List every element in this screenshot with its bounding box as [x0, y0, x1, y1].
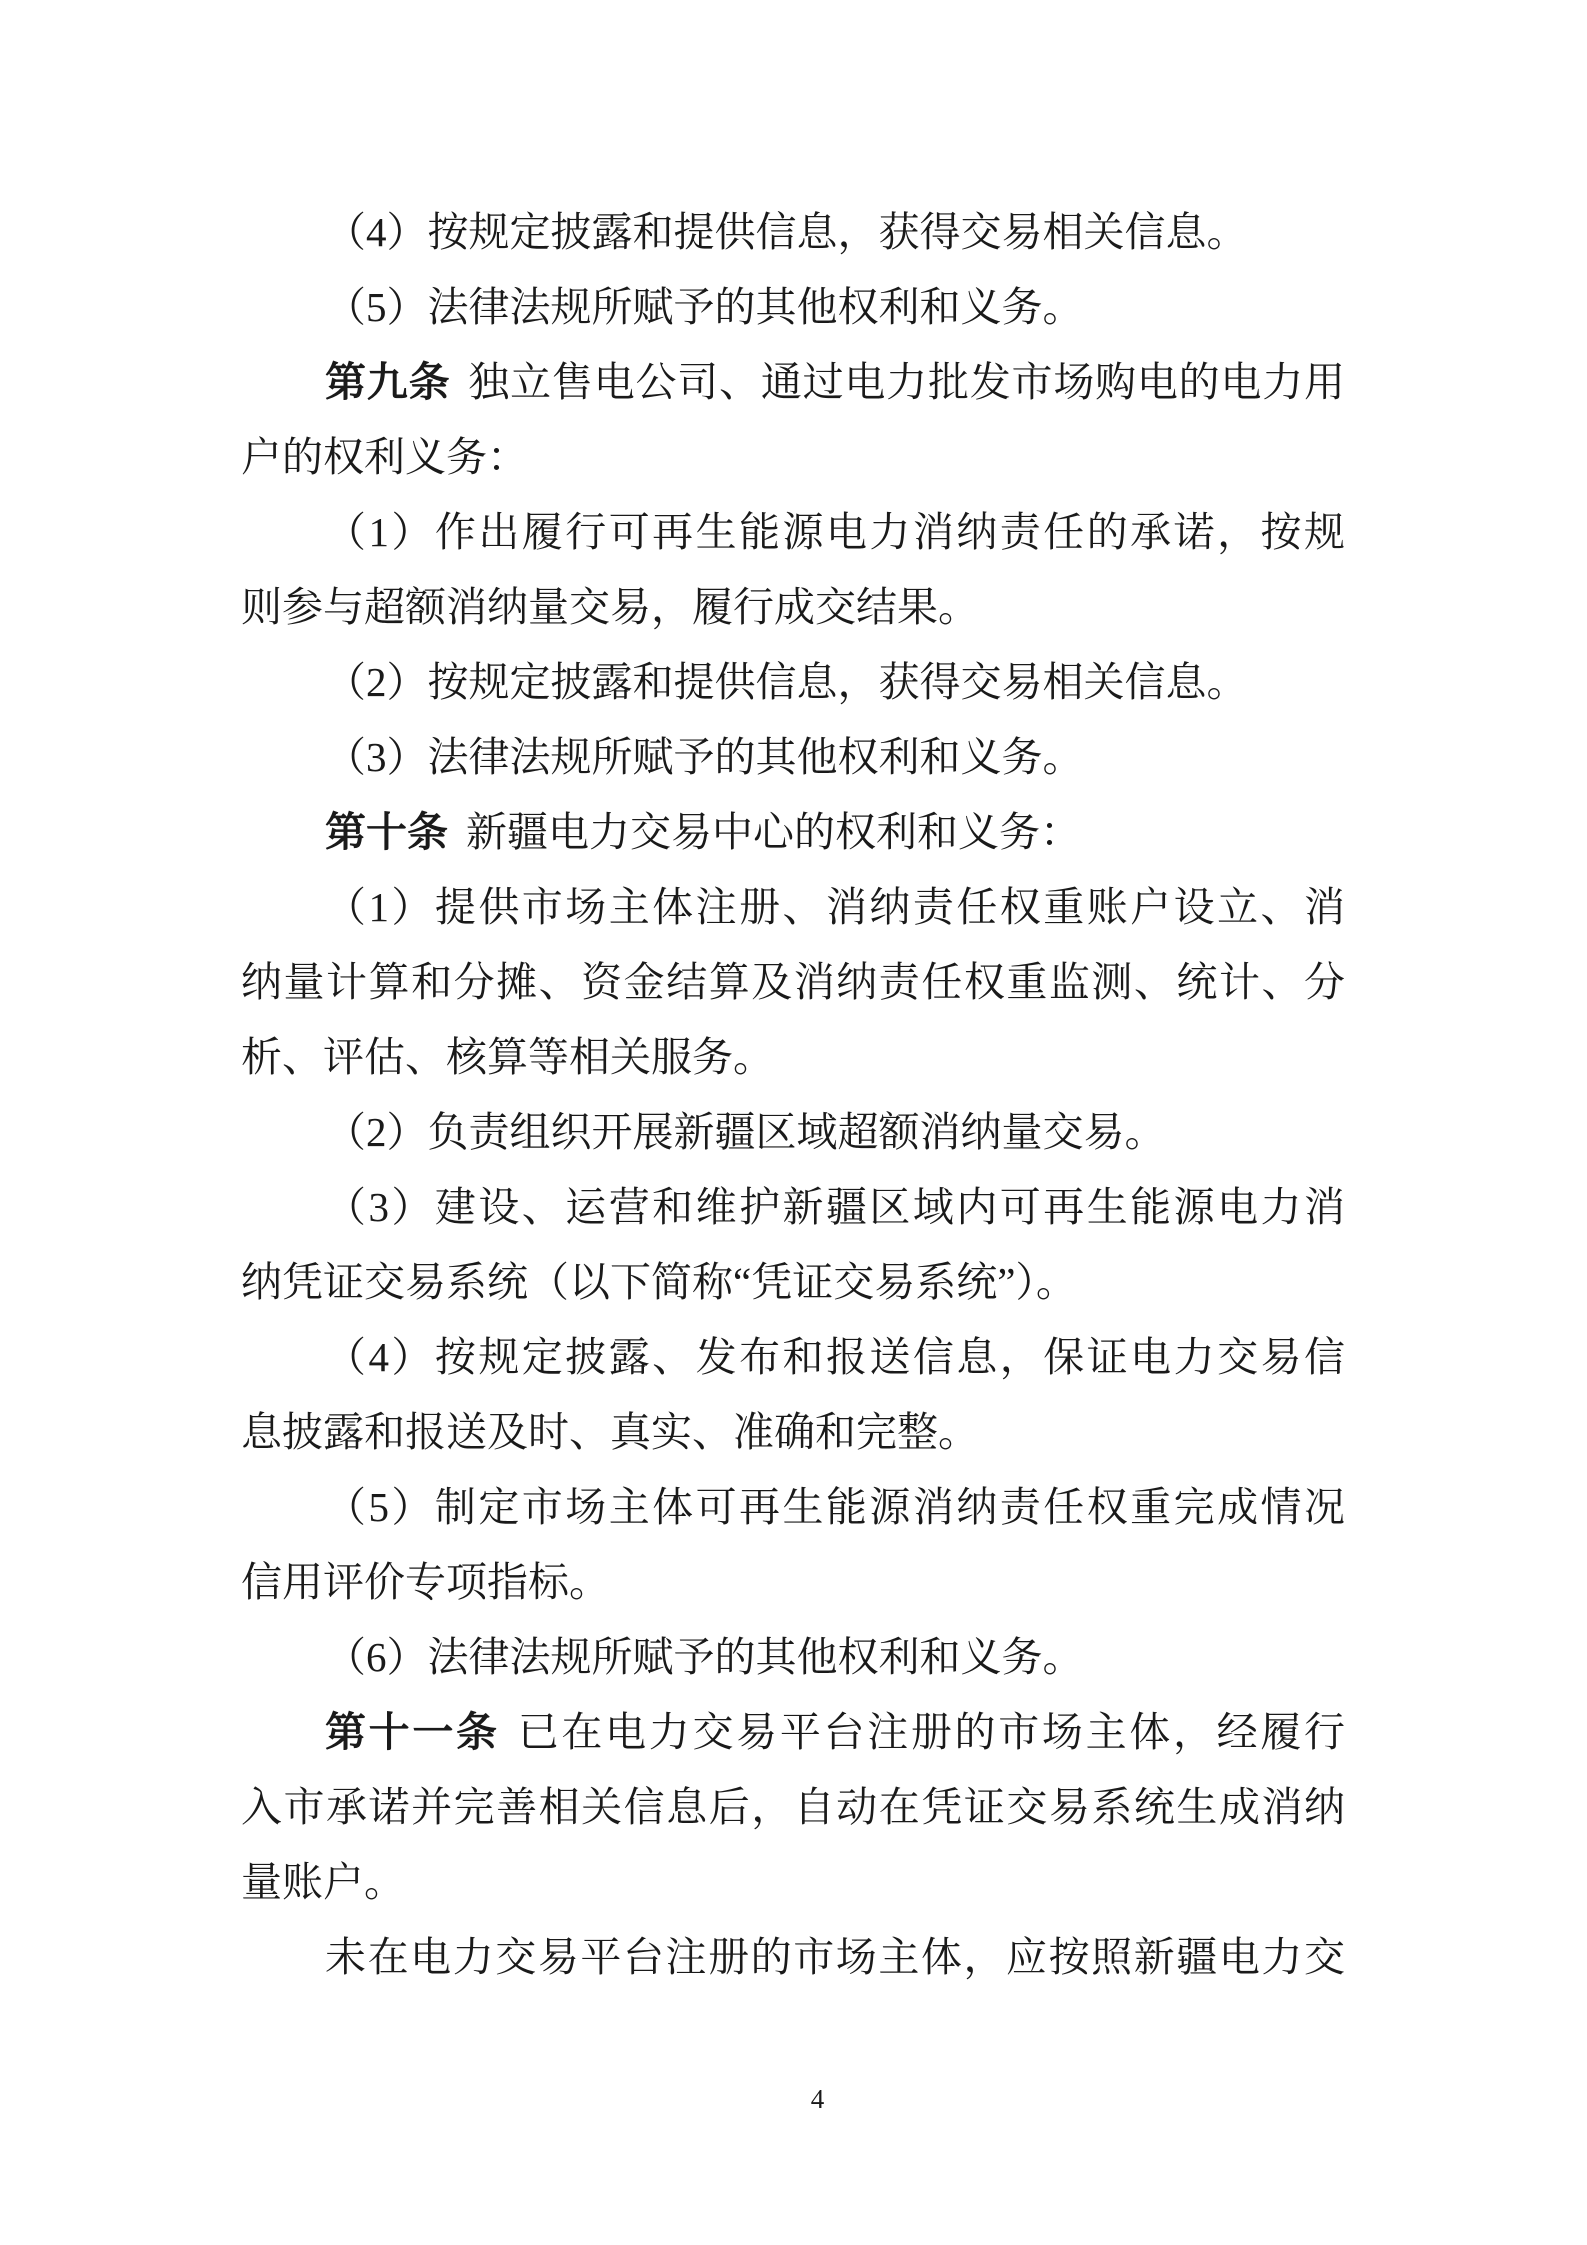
paragraph	[241, 270, 1345, 345]
text-line	[241, 1170, 1345, 1245]
line-text: （2）负责组织开展新疆区域超额消纳量交易。	[325, 1109, 1166, 1155]
text-line: 量账户。	[241, 1859, 405, 1905]
line-text: （6）法律法规所赋予的其他权利和义务。	[325, 1634, 1084, 1680]
text-line	[241, 195, 1345, 270]
line-text: （4）按规定披露、发布和报送信息，保证电力交易信	[325, 1334, 1345, 1380]
line-text: （1）提供市场主体注册、消纳责任权重账户设立、消	[325, 884, 1345, 930]
paragraph	[241, 1320, 1345, 1470]
text-line: 信用评价专项指标。	[241, 1559, 610, 1605]
article-number: 第十一条	[325, 1709, 500, 1755]
article-number: 第九条	[325, 359, 451, 405]
line-text: 未在电力交易平台注册的市场主体，应按照新疆电力交	[325, 1934, 1345, 1980]
text-line	[241, 345, 1345, 420]
text-line: 则参与超额消纳量交易，履行成交结果。	[241, 584, 979, 630]
paragraph-article-11	[241, 1695, 1345, 1920]
text-line	[241, 1695, 1345, 1770]
text-line	[241, 1095, 1345, 1170]
paragraph	[241, 1095, 1345, 1170]
text-line	[241, 1920, 1345, 1995]
text-line	[241, 1320, 1345, 1395]
line-text: 新疆电力交易中心的权利和义务：	[466, 809, 1081, 855]
line-text: （3）建设、运营和维护新疆区域内可再生能源电力消	[325, 1184, 1345, 1230]
text-line: 纳量计算和分摊、资金结算及消纳责任权重监测、统计、分	[241, 959, 1345, 1005]
text-line: 析、评估、核算等相关服务。	[241, 1034, 774, 1080]
page-number: 4	[810, 2084, 825, 2114]
paragraph	[241, 495, 1345, 645]
paragraph	[241, 645, 1345, 720]
text-line	[241, 645, 1345, 720]
text-line	[241, 1470, 1345, 1545]
line-text: （1）作出履行可再生能源电力消纳责任的承诺，按规	[325, 509, 1345, 555]
line-text: （5）制定市场主体可再生能源消纳责任权重完成情况	[325, 1484, 1345, 1530]
paragraph-article-9	[241, 345, 1345, 495]
paragraph	[241, 195, 1345, 270]
line-text: （2）按规定披露和提供信息，获得交易相关信息。	[325, 659, 1248, 705]
line-text: （3）法律法规所赋予的其他权利和义务。	[325, 734, 1084, 780]
line-text: 独立售电公司、通过电力批发市场购电的电力用	[468, 359, 1345, 405]
text-line: 入市承诺并完善相关信息后，自动在凭证交易系统生成消纳	[241, 1784, 1345, 1830]
text-line	[241, 1620, 1345, 1695]
article-number: 第十条	[325, 809, 448, 855]
paragraph	[241, 1470, 1345, 1620]
text-line: 纳凭证交易系统（以下简称“凭证交易系统”）。	[241, 1259, 1077, 1305]
paragraph	[241, 1920, 1345, 1995]
text-line: 户的权利义务：	[241, 434, 528, 480]
paragraph	[241, 870, 1345, 1095]
text-line	[241, 270, 1345, 345]
text-line	[241, 870, 1345, 945]
paragraph	[241, 720, 1345, 795]
paragraph	[241, 1170, 1345, 1320]
document-body	[241, 195, 1345, 1995]
line-text: （5）法律法规所赋予的其他权利和义务。	[325, 284, 1084, 330]
text-line: 息披露和报送及时、真实、准确和完整。	[241, 1409, 979, 1455]
line-text: 已在电力交易平台注册的市场主体，经履行	[517, 1709, 1345, 1755]
paragraph-article-10	[241, 795, 1345, 870]
text-line	[241, 795, 1345, 870]
paragraph	[241, 1620, 1345, 1695]
line-text: （4）按规定披露和提供信息，获得交易相关信息。	[325, 209, 1248, 255]
text-line	[241, 495, 1345, 570]
text-line	[241, 720, 1345, 795]
